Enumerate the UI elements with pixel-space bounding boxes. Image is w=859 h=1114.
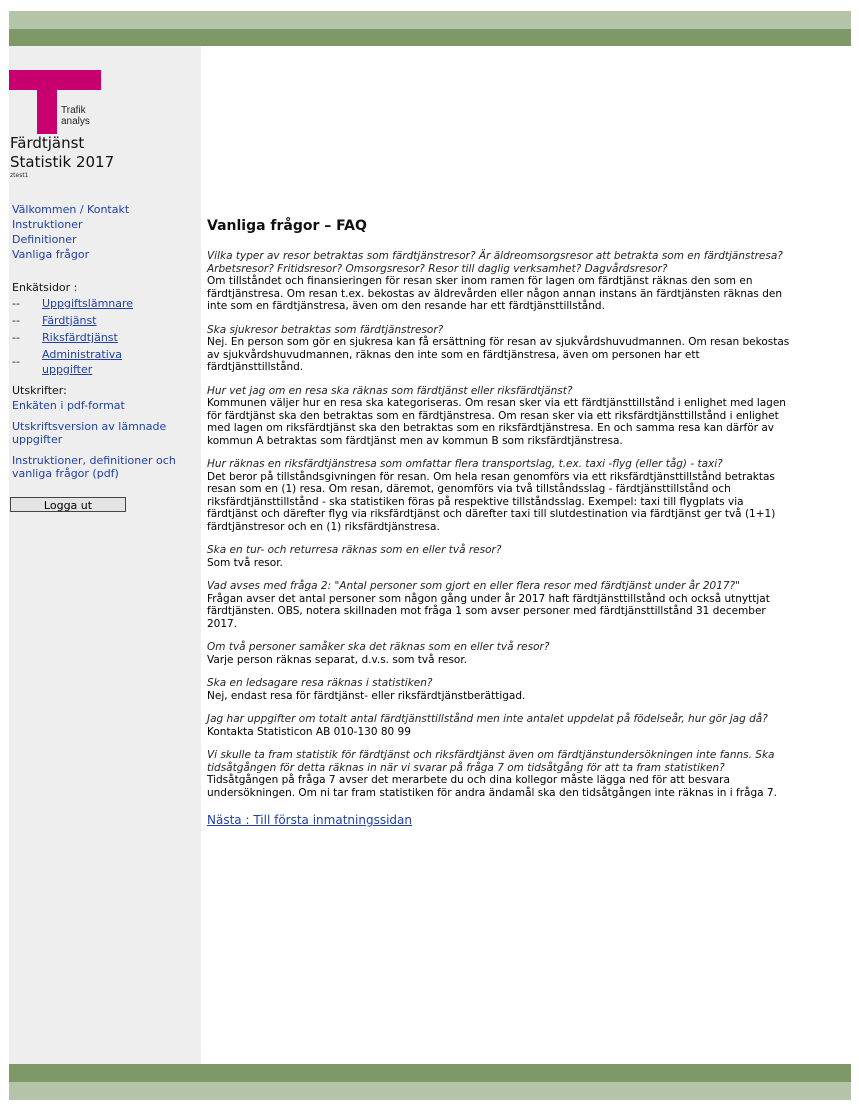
nav-faq[interactable]: Vanliga frågor [12, 248, 90, 261]
faq-answer: Nej. En person som gör en sjukresa kan få ersättning för resan av sjukvårdshuvudmannen. Om resan bekostas av sjukvårdshuvudmannen, räknas den inte som en färdtjänstresa, även om personen har ett färdtjänsttillstånd. [207, 336, 790, 373]
survey-pages-list [12, 296, 133, 379]
app-title-line2: Statistik 2017 [10, 153, 115, 171]
faq-question: Om två personer samåker ska det räknas som en eller två resor? [207, 641, 550, 653]
faq-answer: Kommunen väljer hur en resa ska kategoriseras. Om resan sker via ett färdtjänsttillstånd i enlighet med lagen för färdtjänst ska den betraktas som en färdtjänstresa. Om resan sker via ett riksfärdtjänsttillstånd i enlighet med lagen om riksfärdtjänst ska den betraktas som en riksfärdtjänstresa. En och samma resa kan därför av kommun A betraktas som färdtjänst men av kommun B som riksfärdtjänstresa. [207, 397, 786, 447]
list-dash: -- [12, 314, 20, 327]
bottom-band-dark [9, 1064, 851, 1082]
bottom-band-light [9, 1082, 851, 1100]
survey-page-item [12, 347, 133, 377]
user-id: ztest1 [10, 172, 29, 179]
next-page-link[interactable]: Nästa : Till första inmatningssidan [207, 813, 412, 827]
printouts-list [12, 399, 192, 488]
faq-item [207, 713, 793, 738]
survey-page-item [12, 313, 133, 328]
faq-question: Vi skulle ta fram statistik för färdtjänst och riksfärdtjänst även om färdtjänstundersökningen inte fanns. Ska tidsåtgången för detta räknas in när vi svarar på fråga 7 om tidsåtgång för att ta fram statistiken? [207, 749, 775, 774]
faq-question: Jag har uppgifter om totalt antal färdtjänsttillstånd men inte antalet uppdelat på födelseår, hur gör jag då? [207, 713, 768, 725]
app-title-line1: Färdtjänst [10, 134, 85, 152]
logo-text-1: Trafik [61, 105, 86, 116]
faq-answer: Frågan avser det antal personer som någon gång under år 2017 haft färdtjänsttillstånd och också utnyttjat färdtjänsten. OBS, notera skillnaden mot fråga 1 som avser personer med färdtjänsttillstånd 31 december 2017. [207, 592, 770, 630]
survey-pages-label: Enkätsidor : [12, 281, 78, 294]
faq-question: Vilka typer av resor betraktas som färdtjänstresor? Är äldreomsorgsresor att betrakta som en färdtjänstresa? Arbetsresor? Fritidsresor? Omsorgsresor? Resor till daglig verksamhet? Dagvårdsresor? [207, 250, 783, 275]
logo-text-2: analys [61, 116, 90, 127]
faq-item [207, 250, 793, 313]
link-survey-pdf[interactable]: Enkäten i pdf-format [12, 399, 125, 412]
faq-answer: Nej, endast resa för färdtjänst- eller riksfärdtjänstberättigad. [207, 689, 526, 702]
faq-answer: Det beror på tillståndsgivningen för resan. Om hela resan genomförs via ett riksfärdtjänsttillstånd betraktas resan som en (1) resa. Om resan, däremot, genomförs via två tillståndsslag - färdtjänsttillstånd och riksfärdtjänsttillstånd - ska statistiken föras på respektive tillståndsslag. Exempel: taxi till flygplats via färdtjänst och därefter flyg via riksfärdtjänst och därefter taxi till slutdestination via färdtjänst ger två (1+1) färdtjänstresor och en (1) riksfärdtjänstresa. [207, 470, 776, 533]
faq-answer: Kontakta Statisticon AB 010-130 80 99 [207, 725, 411, 738]
nav-fardtjanst[interactable]: Färdtjänst [42, 314, 97, 327]
nav-riksfardtjanst[interactable]: Riksfärdtjänst [42, 331, 118, 344]
faq-item [207, 544, 793, 569]
list-dash: -- [12, 355, 20, 368]
trafikanalys-logo [9, 68, 105, 136]
faq-question: Vad avses med fråga 2: "Antal personer som gjort en eller flera resor med färdtjänst under år 2017?" [207, 580, 740, 592]
list-dash: -- [12, 331, 20, 344]
faq-item [207, 580, 793, 630]
nav-definitions[interactable]: Definitioner [12, 233, 77, 246]
main-content [207, 212, 793, 827]
faq-item [207, 749, 793, 799]
app-title [10, 134, 114, 172]
faq-question: Hur räknas en riksfärdtjänstresa som omfattar flera transportslag, t.ex. taxi -flyg (eller tåg) - taxi? [207, 458, 723, 470]
logo-stem [37, 88, 57, 134]
sidebar [9, 46, 201, 1064]
list-dash: -- [12, 297, 20, 310]
faq-answer: Om tillståndet och finansieringen för resan sker inom ramen för lagen om färdtjänst räknas den som en färdtjänstresa. Om resan t.ex. bekostas av äldrevården eller någon annan instans än färdtjänsten räknas den inte som en färdtjänstresa, även om den resande har ett färdtjänsttillstånd. [207, 275, 783, 312]
faq-question: Ska sjukresor betraktas som färdtjänstresor? [207, 323, 444, 336]
link-instructions-pdf[interactable]: Instruktioner, definitioner och vanliga frågor (pdf) [12, 453, 176, 480]
nav-welcome-contact[interactable]: Välkommen / Kontakt [12, 203, 130, 216]
faq-item [207, 677, 793, 702]
faq-question: Ska en ledsagare resa räknas i statistiken? [207, 677, 433, 689]
survey-page-item [12, 296, 133, 311]
nav-instructions[interactable]: Instruktioner [12, 218, 83, 231]
link-print-version[interactable]: Utskriftsversion av lämnade uppgifter [12, 419, 167, 446]
top-band-light [9, 11, 851, 29]
faq-question: Ska en tur- och returresa räknas som en eller två resor? [207, 544, 502, 556]
top-band-dark [9, 29, 851, 46]
logo-bar [9, 70, 101, 90]
main-nav [12, 202, 129, 262]
survey-page-item [12, 330, 133, 345]
page-title: Vanliga frågor – FAQ [207, 218, 367, 234]
logout-button[interactable]: Logga ut [10, 497, 126, 512]
faq-question: Hur vet jag om en resa ska räknas som färdtjänst eller riksfärdtjänst? [207, 384, 573, 397]
faq-answer: Varje person räknas separat, d.v.s. som två resor. [207, 653, 468, 666]
faq-item [207, 641, 793, 666]
nav-administrative[interactable]: Administrativa uppgifter [42, 348, 123, 376]
nav-respondent[interactable]: Uppgiftslämnare [42, 297, 134, 310]
faq-item [207, 324, 793, 374]
faq-item [207, 458, 793, 533]
faq-answer: Tidsåtgången på fråga 7 avser det merarbete du och dina kollegor måste lägga ned för att besvara undersökningen. Om ni tar fram statistiken för andra ändamål ska den tidsåtgången inte räknas in i fråga 7. [207, 774, 777, 799]
faq-item [207, 385, 793, 448]
faq-answer: Som två resor. [207, 556, 283, 569]
printouts-label: Utskrifter: [12, 384, 67, 397]
